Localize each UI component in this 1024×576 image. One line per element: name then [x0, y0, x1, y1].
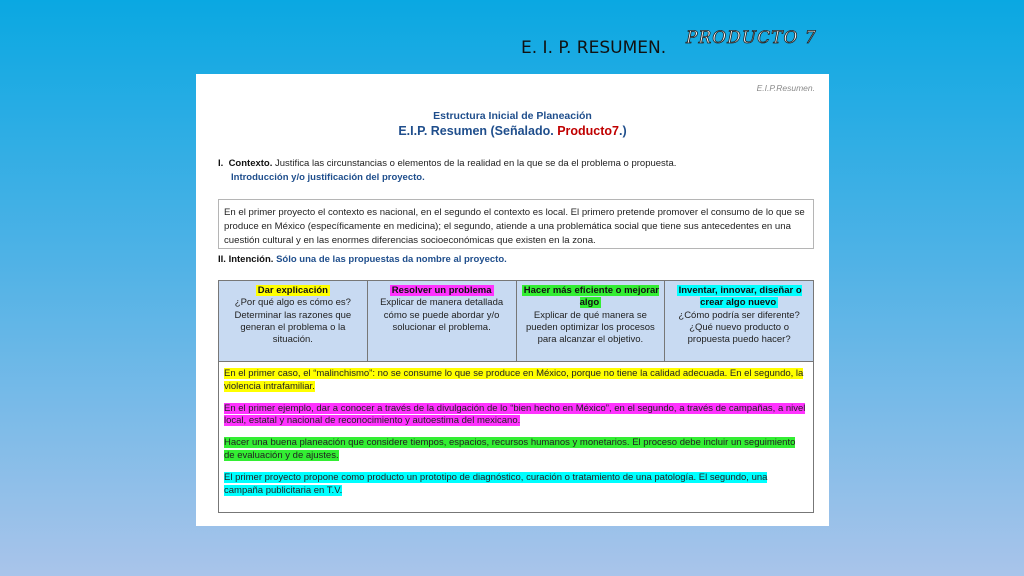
example-paragraph	[224, 437, 808, 463]
example-text: En el primer ejemplo, dar a conocer a través de la divulgación de lo “bien hecho en México”, en el segundo, a través de campañas, a nivel local, estatal y nacional de reconocimiento y autoestima del mexicano.	[224, 402, 806, 427]
intention-table	[218, 280, 814, 513]
section-context-text: Justifica las circunstancias o elementos de la realidad en la que se da el problema o propuesta.	[275, 158, 677, 169]
intention-column	[516, 281, 665, 361]
intention-column-heading: Inventar, innovar, diseñar o crear algo nuevo	[678, 285, 802, 309]
product-label: PRODUCTO 7	[686, 28, 817, 48]
subheading-prefix: E.I.P. Resumen (Señalado.	[398, 124, 558, 138]
examples-area	[219, 362, 813, 513]
document-subheading	[196, 124, 829, 138]
document-tag: E.I.P.Resumen.	[756, 83, 815, 93]
context-box: En el primer proyecto el contexto es nacional, en el segundo el contexto es local. El primero pretende promover el consumo de lo que se produce en México (específicamente en medicina); el segundo, atiende a una problemática social que tiene sus antecedentes en una cuestión cultural y en las enormes diferencias socioeconómicas que existen en la zona.	[218, 199, 814, 249]
example-text: Hacer una buena planeación que considere tiempos, espacios, recursos humanos y monetarios. El proceso debe incluir un seguimiento de evaluación y de ajustes.	[224, 437, 796, 462]
section-context-label: Contexto.	[228, 158, 273, 169]
section-intention-label: Intención.	[228, 254, 274, 265]
section-intention	[218, 254, 507, 265]
section-context-subtitle: Introducción y/o justificación del proyecto.	[231, 172, 425, 183]
intention-column-text: Explicar de manera detallada cómo se puede abordar y/o solucionar el problema.	[380, 297, 504, 334]
intention-column-text: Explicar de qué manera se pueden optimizar los procesos para alcanzar el objetivo.	[525, 309, 655, 346]
intention-column-text: ¿Cómo podría ser diferente? ¿Qué nuevo producto o propuesta puedo hacer?	[678, 309, 800, 346]
slide-title: E. I. P. RESUMEN.	[521, 38, 667, 58]
section-intention-number: II.	[218, 254, 226, 265]
section-context	[218, 158, 676, 169]
example-text: En el primer caso, el “malinchismo”: no se consume lo que se produce en México, porque no tiene la calidad adecuada. En el segundo, la violencia intrafamiliar.	[224, 368, 804, 392]
intention-column-heading: Resolver un problema	[391, 285, 492, 296]
example-text: El primer proyecto propone como producto un prototipo de diagnóstico, curación o tratamiento de una patología. El segundo, una campaña publicitaria en T.V.	[224, 471, 768, 496]
intention-column	[367, 281, 516, 361]
intention-column-heading: Dar explicación	[257, 285, 328, 296]
intention-column-text: ¿Por qué algo es cómo es? Determinar las razones que generan el problema o la situación.	[234, 297, 352, 346]
intention-column	[664, 281, 813, 361]
document-heading: Estructura Inicial de Planeación	[433, 110, 592, 122]
document-image	[196, 74, 829, 526]
section-intention-subtitle: Sólo una de las propuestas da nombre al proyecto.	[276, 254, 507, 265]
example-paragraph	[224, 472, 808, 498]
intention-column-heading: Hacer más eficiente o mejorar algo	[523, 285, 659, 309]
example-paragraph	[224, 368, 808, 394]
section-context-number: I.	[218, 158, 224, 169]
intention-column	[219, 281, 367, 361]
subheading-product: Producto7	[557, 124, 620, 138]
intention-columns	[219, 281, 813, 362]
subheading-suffix: .)	[619, 124, 627, 138]
example-paragraph	[224, 403, 808, 429]
